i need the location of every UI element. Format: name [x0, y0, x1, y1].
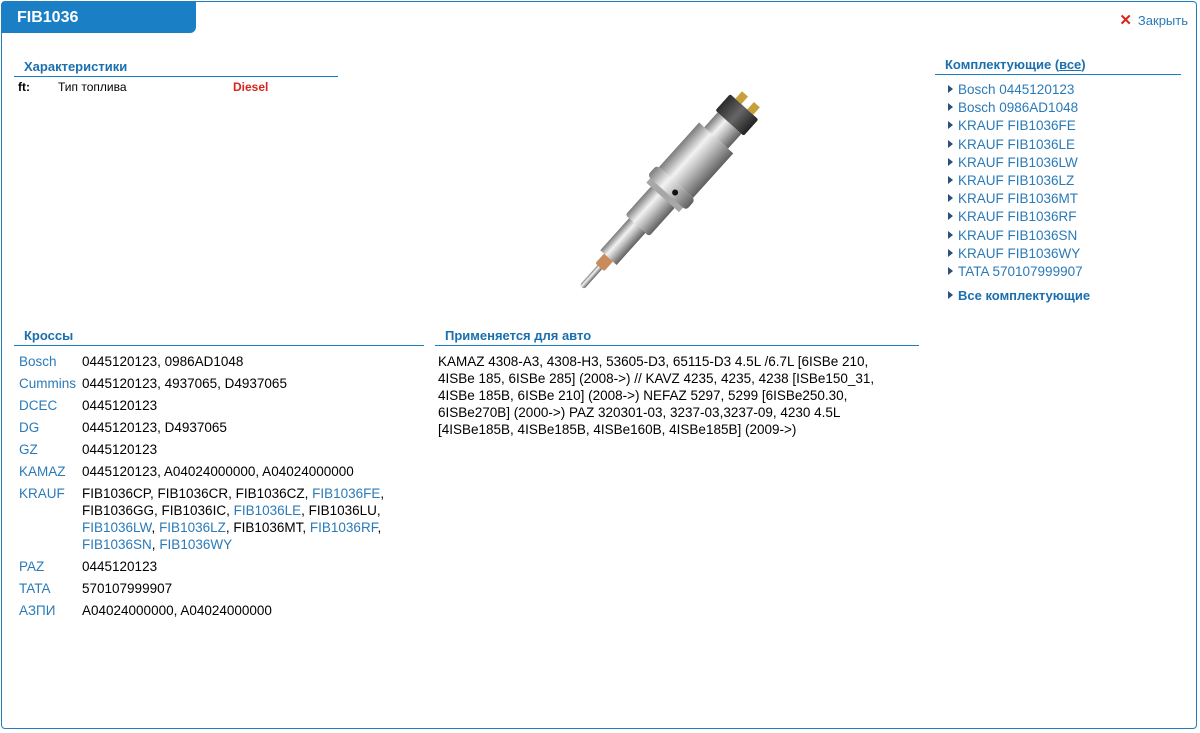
cross-row — [19, 580, 412, 597]
product-image — [537, 77, 807, 297]
cross-code-text: , FIB1036LU, — [301, 503, 381, 518]
cross-brand-link[interactable]: DCEC — [19, 398, 58, 413]
triangle-right-icon — [948, 194, 953, 202]
cross-code-text: , — [151, 520, 160, 535]
characteristic-value: Diesel — [233, 80, 269, 94]
component-item-label: KRAUF FIB1036RF — [958, 209, 1077, 225]
component-item-label: KRAUF FIB1036LW — [958, 154, 1078, 170]
component-item[interactable] — [948, 227, 1083, 245]
cross-brand-link[interactable]: Bosch — [19, 354, 57, 369]
characteristics-heading — [14, 59, 338, 77]
all-components-label: Все комплектующие — [958, 288, 1091, 303]
cross-brand-link[interactable]: PAZ — [19, 559, 45, 574]
component-item[interactable] — [948, 245, 1083, 263]
cross-row — [19, 602, 412, 619]
close-button[interactable] — [1119, 13, 1188, 28]
cross-codes: 0445120123 — [82, 398, 158, 413]
triangle-right-icon — [948, 291, 953, 299]
cross-code-text: , — [151, 537, 160, 552]
applications-text: KAMAZ 4308-A3, 4308-H3, 53605-D3, 65115-D3 4.5L /6.7L [6ISBe 210, 4ISBe 185, 6ISBe 285] (2008->) // KAVZ 4235, 4235, 4238 [ISBe150_31, 4ISBe 185B, 6ISBe 210] (2008->) NEFAZ 5297, 5299 [6ISBe250.30, 6ISBe270B] (2000->) PAZ 320301-03, 3237-03,3237-09, 4230 4.5L [4ISBe185B, 4ISBe185B, 4ISBe160B, 4ISBe185B] (2009->) — [438, 354, 875, 437]
component-item-label: Bosch 0986AD1048 — [958, 100, 1079, 116]
component-item[interactable] — [948, 172, 1083, 190]
triangle-right-icon — [948, 176, 953, 184]
cross-code-text: , — [377, 520, 382, 535]
applications-heading — [435, 328, 919, 346]
characteristic-row — [18, 80, 268, 94]
cross-code-link[interactable]: FIB1036RF — [309, 520, 378, 535]
crosses-heading-text: Кроссы — [24, 328, 74, 343]
cross-row — [19, 353, 412, 370]
cross-code-link[interactable]: FIB1036SN — [82, 537, 152, 552]
triangle-right-icon — [948, 121, 953, 129]
cross-code-text: , FIB1036GG, FIB1036IC, — [82, 486, 385, 518]
components-all-link[interactable]: все — [1059, 57, 1082, 72]
cross-code-link[interactable]: FIB1036LW — [82, 520, 152, 535]
cross-code-link[interactable]: FIB1036FE — [312, 486, 381, 501]
component-item-label: KRAUF FIB1036LE — [958, 136, 1076, 152]
triangle-right-icon — [948, 158, 953, 166]
component-item-label: KRAUF FIB1036WY — [958, 245, 1081, 261]
triangle-right-icon — [948, 212, 953, 220]
component-item-label: KRAUF FIB1036LZ — [958, 172, 1075, 188]
cross-codes: 570107999907 — [82, 581, 173, 596]
cross-brand-link[interactable]: KAMAZ — [19, 464, 66, 479]
crosses-table — [19, 353, 412, 624]
triangle-right-icon — [948, 249, 953, 257]
component-item-label: KRAUF FIB1036FE — [958, 118, 1076, 134]
triangle-right-icon — [948, 231, 953, 239]
component-item[interactable] — [948, 208, 1083, 226]
triangle-right-icon — [948, 85, 953, 93]
components-heading-end: ) — [1081, 57, 1086, 72]
component-item-label: Bosch 0445120123 — [958, 82, 1075, 97]
cross-codes — [82, 485, 412, 553]
component-item-label: TATA 570107999907 — [958, 263, 1083, 279]
cross-row — [19, 397, 412, 414]
components-heading-text: Комплектующие ( — [945, 57, 1060, 72]
component-item[interactable] — [948, 154, 1083, 172]
cross-row — [19, 419, 412, 436]
cross-codes: 0445120123, 0986AD1048 — [82, 354, 244, 369]
cross-code-link[interactable]: FIB1036WY — [159, 537, 233, 552]
component-item-label: KRAUF FIB1036MT — [958, 191, 1079, 207]
cross-brand-link[interactable]: GZ — [19, 442, 38, 457]
component-item[interactable] — [948, 190, 1083, 208]
cross-row — [19, 558, 412, 575]
triangle-right-icon — [948, 140, 953, 148]
cross-code-text: , FIB1036MT, — [225, 520, 310, 535]
close-label: Закрыть — [1137, 13, 1188, 28]
components-heading — [935, 57, 1181, 75]
triangle-right-icon — [948, 267, 953, 275]
cross-brand-link[interactable]: DG — [19, 420, 40, 435]
cross-brand-link[interactable]: TATA — [19, 581, 51, 596]
component-item[interactable] — [948, 81, 1083, 99]
characteristic-name: Тип топлива — [58, 80, 127, 94]
component-item[interactable] — [948, 99, 1083, 117]
cross-row — [19, 485, 412, 553]
cross-brand-link[interactable]: KRAUF — [19, 486, 65, 501]
component-item[interactable] — [948, 136, 1083, 154]
cross-brand-link[interactable]: АЗПИ — [19, 603, 56, 618]
cross-codes: 0445120123 — [82, 559, 158, 574]
cross-row — [19, 463, 412, 480]
components-list — [948, 81, 1083, 281]
product-title-tab: FIB1036 — [2, 2, 196, 33]
cross-codes: 0445120123 — [82, 442, 158, 457]
cross-codes: 0445120123, D4937065 — [82, 420, 227, 435]
product-panel — [1, 1, 1197, 729]
triangle-right-icon — [948, 103, 953, 111]
component-item[interactable] — [948, 263, 1083, 281]
characteristics-heading-text: Характеристики — [24, 59, 128, 74]
cross-brand-link[interactable]: Cummins — [19, 376, 77, 391]
cross-codes: 0445120123, 4937065, D4937065 — [82, 376, 287, 391]
component-item[interactable] — [948, 117, 1083, 135]
cross-row — [19, 375, 412, 392]
cross-code-link[interactable]: FIB1036LZ — [159, 520, 226, 535]
applications-heading-text: Применяется для авто — [445, 328, 592, 343]
characteristic-key: ft: — [18, 80, 30, 94]
cross-codes: 0445120123, A04024000000, A04024000000 — [82, 464, 354, 479]
cross-row — [19, 441, 412, 458]
all-components-link[interactable] — [948, 288, 1090, 303]
cross-code-link[interactable]: FIB1036LE — [233, 503, 302, 518]
cross-codes: A04024000000, A04024000000 — [82, 603, 272, 618]
cross-code-text: FIB1036CP, FIB1036CR, FIB1036CZ, — [82, 486, 313, 501]
component-item-label: KRAUF FIB1036SN — [958, 227, 1078, 243]
close-icon: ✕ — [1119, 12, 1132, 29]
crosses-heading — [14, 328, 424, 346]
